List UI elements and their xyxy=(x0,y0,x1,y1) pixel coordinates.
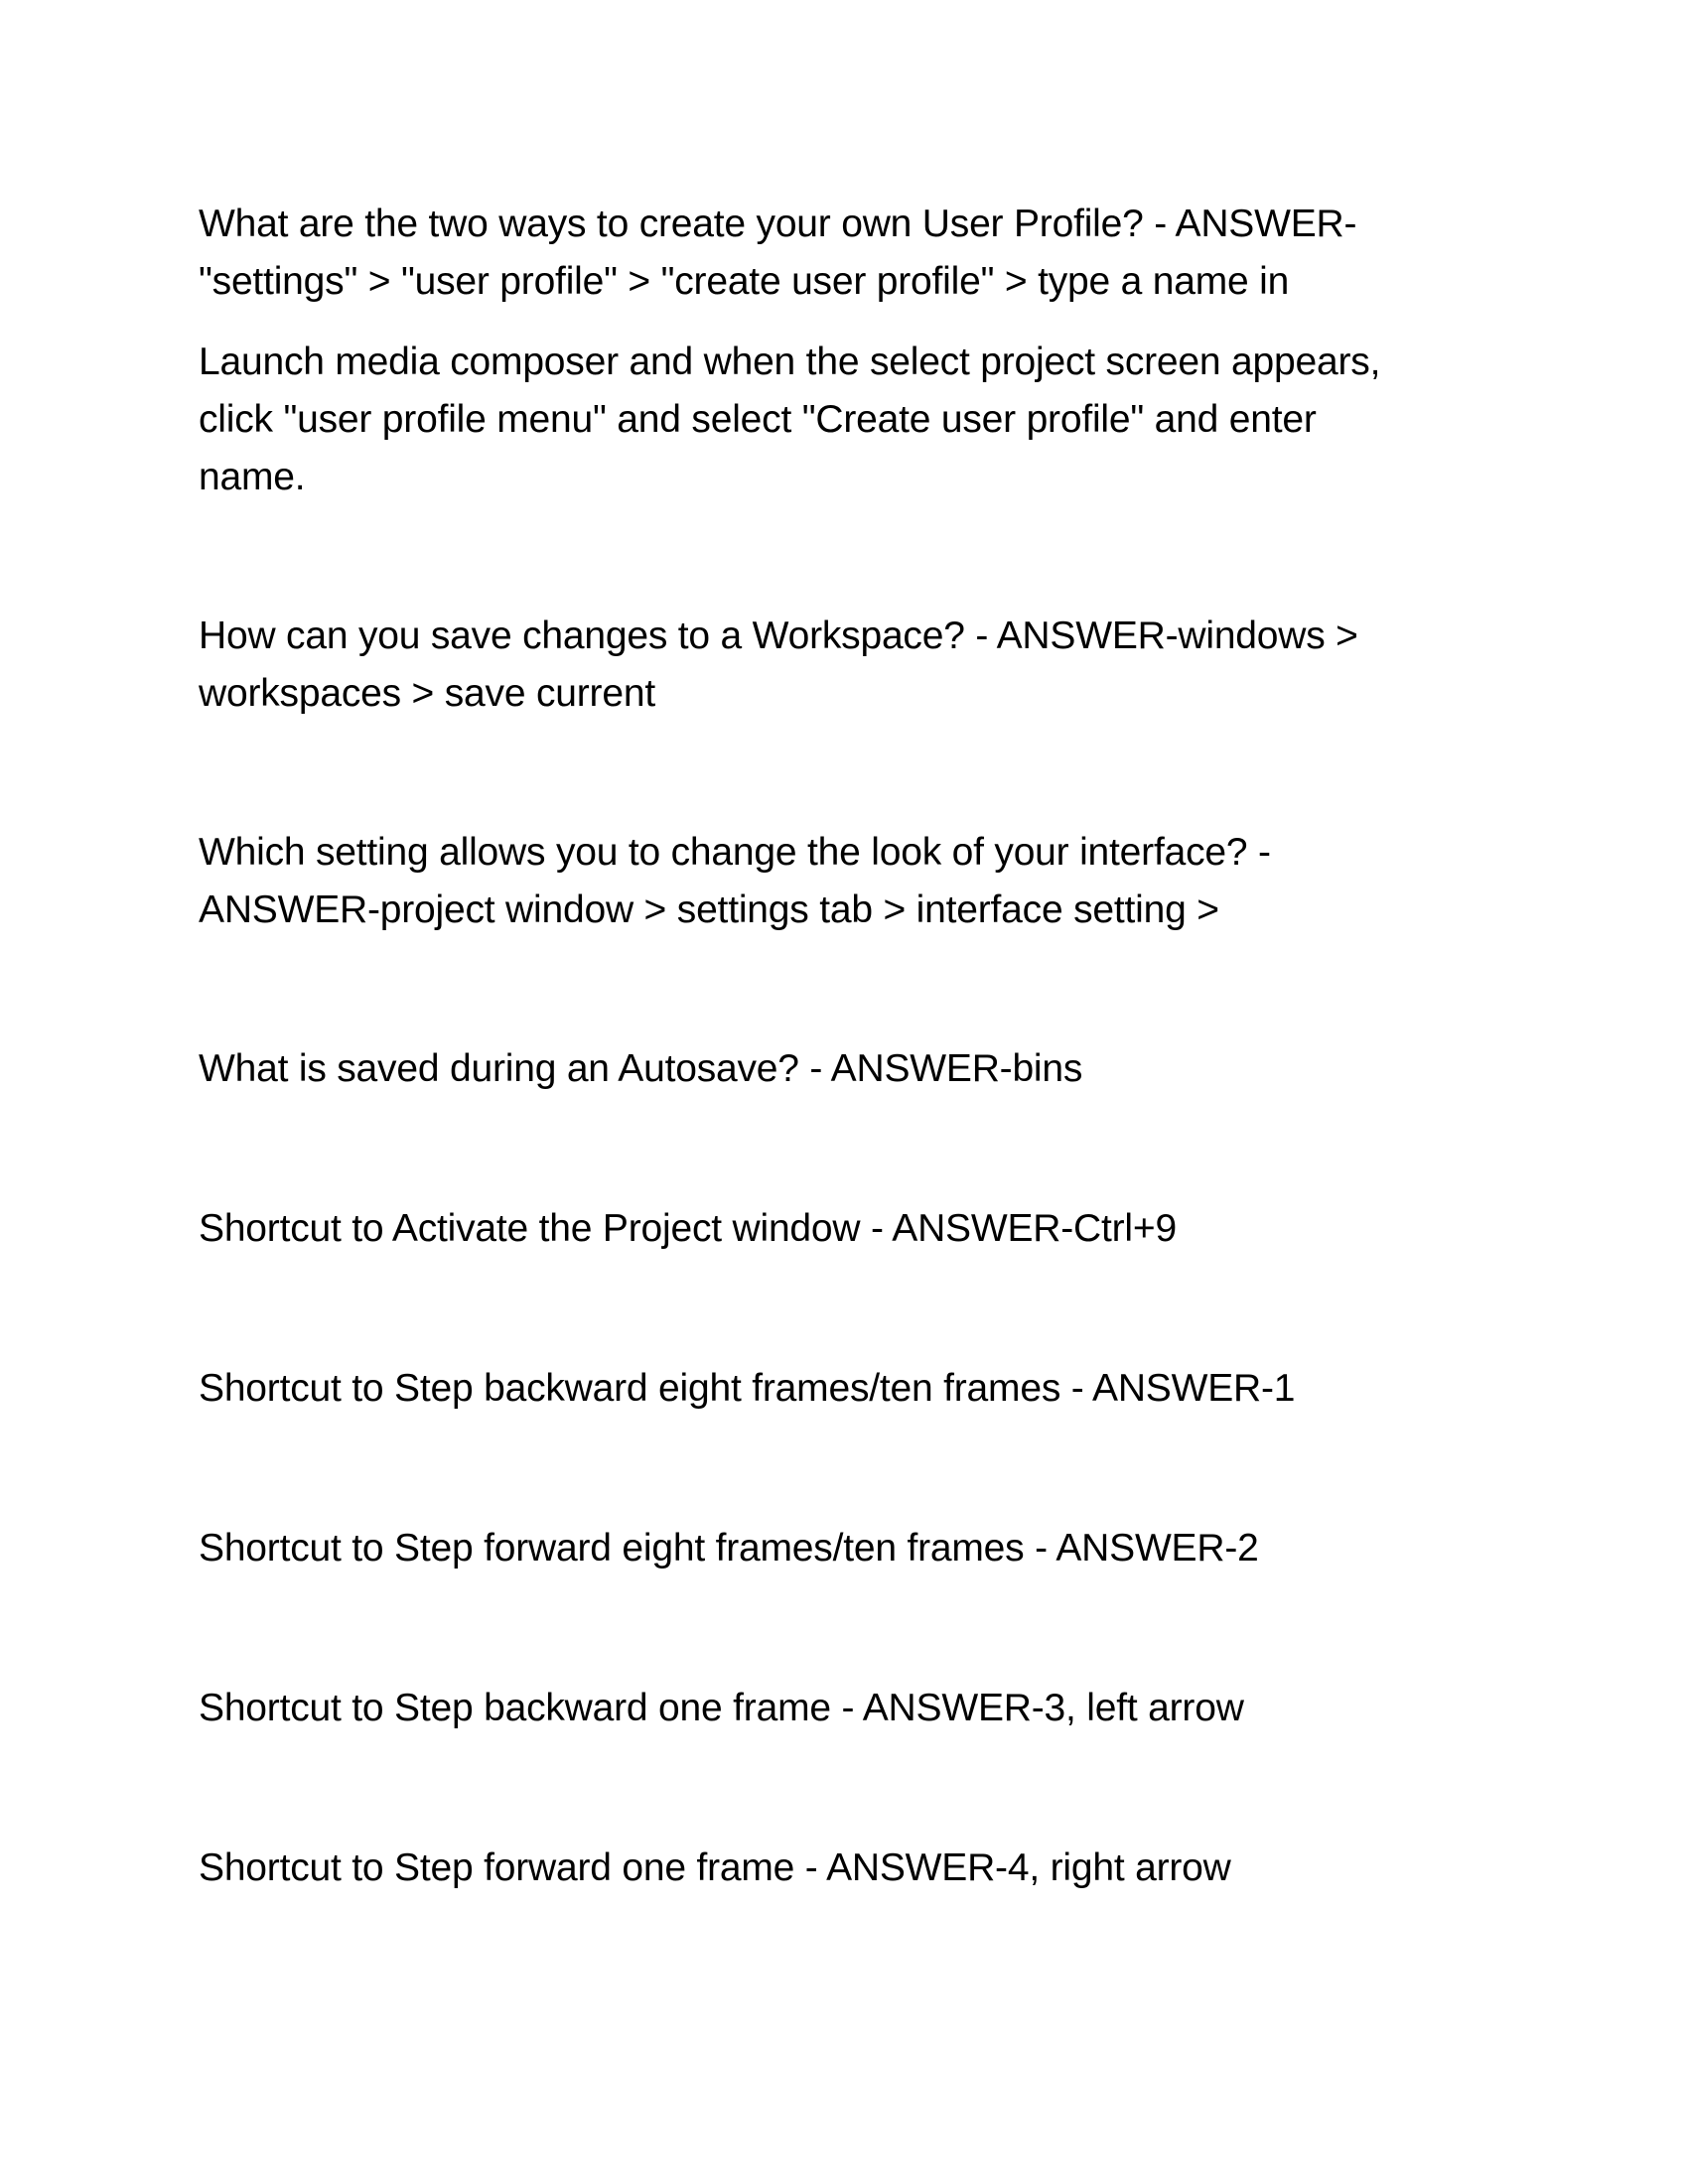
qa-item-interface-setting xyxy=(199,824,1489,939)
qa-item-step-back-eight xyxy=(199,1360,1489,1418)
qa-item-step-back-one xyxy=(199,1680,1489,1737)
text-line: Shortcut to Step backward one frame - ANSWER-3, left arrow xyxy=(199,1687,1244,1729)
qa-item-autosave xyxy=(199,1040,1489,1098)
text-line: How can you save changes to a Workspace? - ANSWER-windows > xyxy=(199,614,1358,657)
text-line: "settings" > "user profile" > "create user profile" > type a name in xyxy=(199,260,1290,303)
text-line: click "user profile menu" and select "Create user profile" and enter xyxy=(199,398,1317,441)
text-line: What are the two ways to create your own User Profile? - ANSWER- xyxy=(199,203,1357,245)
text-line: name. xyxy=(199,456,306,498)
text-line: Shortcut to Step forward one frame - ANSWER-4, right arrow xyxy=(199,1846,1231,1889)
text-line: Which setting allows you to change the look of your interface? - xyxy=(199,831,1271,874)
qa-item-user-profile-question xyxy=(199,196,1489,311)
text-line: ANSWER-project window > settings tab > interface setting > xyxy=(199,888,1219,931)
qa-item-workspace xyxy=(199,608,1489,723)
qa-item-project-window-shortcut xyxy=(199,1200,1489,1258)
text-line: workspaces > save current xyxy=(199,672,655,715)
qa-item-step-forward-one xyxy=(199,1840,1489,1897)
text-line: Shortcut to Step backward eight frames/ten frames - ANSWER-1 xyxy=(199,1367,1296,1410)
text-line: What is saved during an Autosave? - ANSWER-bins xyxy=(199,1047,1083,1090)
text-line: Shortcut to Activate the Project window - ANSWER-Ctrl+9 xyxy=(199,1207,1177,1250)
text-line: Shortcut to Step forward eight frames/ten frames - ANSWER-2 xyxy=(199,1527,1259,1570)
qa-item-user-profile-answer-continued xyxy=(199,334,1489,506)
text-line: Launch media composer and when the select project screen appears, xyxy=(199,341,1381,383)
qa-item-step-forward-eight xyxy=(199,1520,1489,1577)
